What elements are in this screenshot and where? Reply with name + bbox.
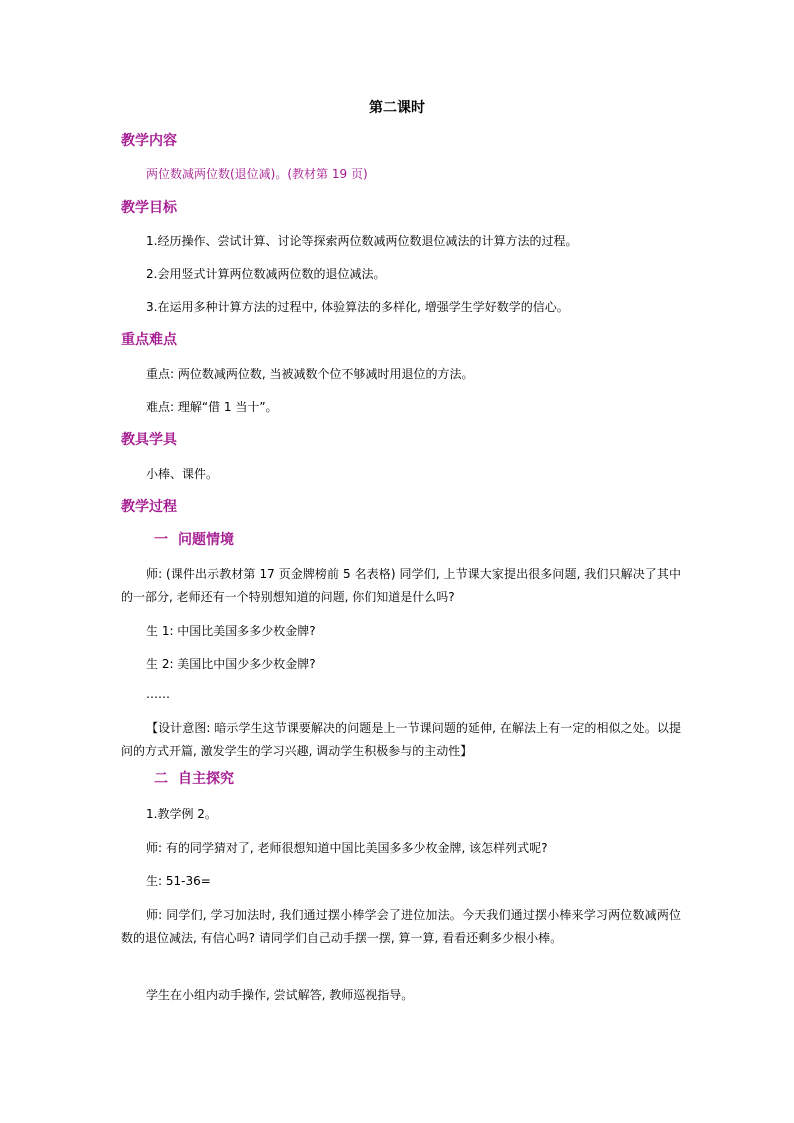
section-title: 问题情境 (178, 532, 234, 548)
goal-item-2: 2.会用竖式计算两位数减两位数的退位减法。 (146, 267, 386, 281)
teacher-instruction-paragraph: 师: 同学们, 学习加法时, 我们通过摆小棒学会了进位加法。今天我们通过摆小棒来学习两位数减两位数的退位减法, 有信心吗? 请同学们自己动手摆一摆, 算一算, 看看还剩多少根小棒。 (121, 908, 681, 945)
heading-teaching-goals: 教学目标 (121, 200, 177, 216)
heading-teaching-process: 教学过程 (121, 499, 177, 515)
design-intent-paragraph: 【设计意图: 暗示学生这节课要解决的问题是上一节课问题的延伸, 在解法上有一定的相似之处。以提问的方式开篇, 激发学生的学习兴趣, 调动学生积极参与的主动性】 (121, 721, 681, 758)
student-activity-text: 学生在小组内动手操作, 尝试解答, 教师巡视指导。 (146, 988, 414, 1002)
student-equation: 生: 51-36= (146, 874, 211, 888)
heading-teaching-aids: 教具学具 (121, 432, 177, 448)
ellipsis-text: …… (146, 687, 170, 701)
goal-item-1: 1.经历操作、尝试计算、讨论等探索两位数减两位数退位减法的计算方法的过程。 (146, 234, 578, 248)
example-label: 1.教学例 2。 (146, 807, 217, 821)
heading-key-difficult: 重点难点 (121, 332, 177, 348)
section-number: 一 (154, 532, 168, 548)
subheading-problem-situation (154, 530, 234, 550)
difficult-point-text: 难点: 理解“借 1 当十”。 (146, 400, 278, 414)
teacher-question: 师: 有的同学猜对了, 老师很想知道中国比美国多多少枚金牌, 该怎样列式呢? (146, 841, 548, 855)
page-title: 第二课时 (369, 100, 425, 116)
section-title: 自主探究 (178, 771, 234, 787)
teaching-aids-text: 小棒、课件。 (146, 467, 219, 481)
teaching-content-text: 两位数减两位数(退位减)。(教材第 19 页) (146, 167, 368, 181)
subheading-self-exploration (154, 769, 234, 789)
goal-item-3: 3.在运用多种计算方法的过程中, 体验算法的多样化, 增强学生学好数学的信心。 (146, 300, 569, 314)
student-1-reply: 生 1: 中国比美国多多少枚金牌? (146, 624, 316, 638)
student-2-reply: 生 2: 美国比中国少多少枚金牌? (146, 657, 316, 671)
heading-teaching-content: 教学内容 (121, 133, 177, 149)
teacher-intro-paragraph: 师: (课件出示教材第 17 页金牌榜前 5 名表格) 同学们, 上节课大家提出很多问题, 我们只解决了其中的一部分, 老师还有一个特别想知道的问题, 你们知道是什么吗? (121, 567, 681, 604)
section-number: 二 (154, 771, 168, 787)
key-point-text: 重点: 两位数减两位数, 当被减数个位不够减时用退位的方法。 (146, 367, 474, 381)
